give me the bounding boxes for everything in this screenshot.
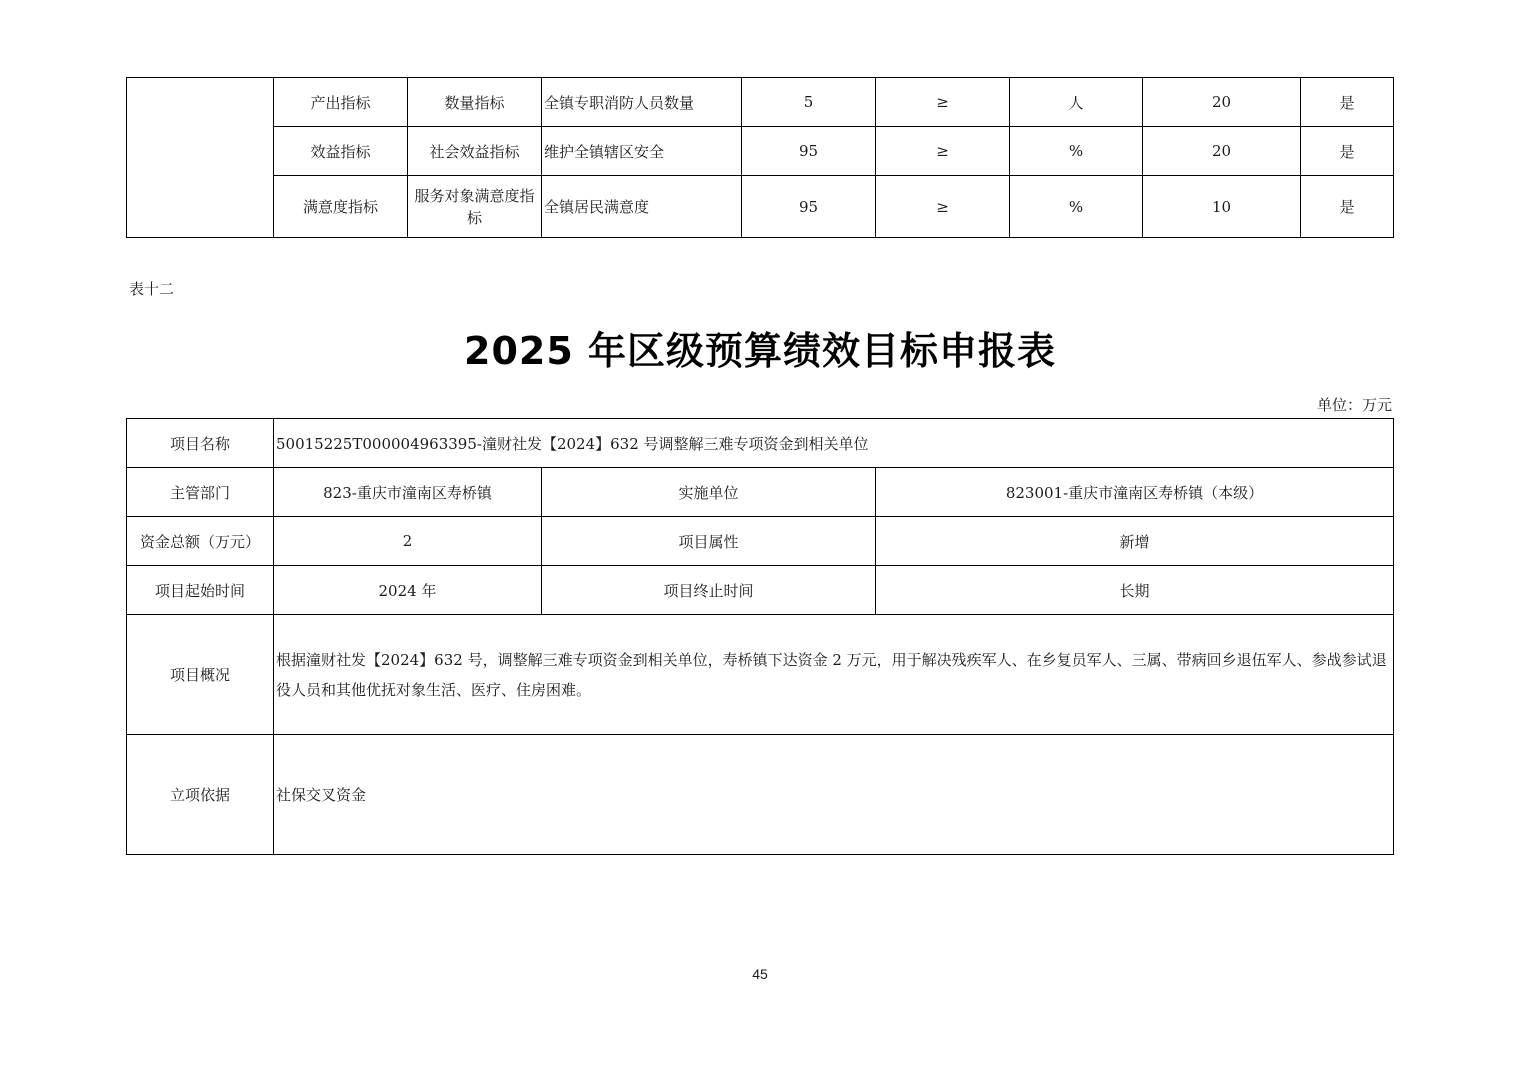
level2-indicator: 社会效益指标	[408, 127, 542, 176]
project-attr-label: 项目属性	[542, 517, 876, 566]
table-row	[127, 615, 1394, 735]
indicator-name: 维护全镇辖区安全	[542, 127, 742, 176]
indicator-unit: 人	[1010, 78, 1143, 127]
table-label: 表十二	[129, 280, 175, 298]
indicator-operator: ≥	[876, 176, 1010, 238]
page-title: 2025 年区级预算绩效目标申报表	[464, 329, 1056, 373]
table-row	[127, 566, 1394, 615]
table-row	[127, 468, 1394, 517]
table-row	[127, 176, 1394, 238]
indicator-name: 全镇专职消防人员数量	[542, 78, 742, 127]
impl-unit-label: 实施单位	[542, 468, 876, 517]
indicator-table-continuation	[126, 77, 1394, 238]
impl-unit-value: 823001-重庆市潼南区寿桥镇（本级）	[876, 468, 1394, 517]
project-info-table	[126, 418, 1394, 855]
basis-label: 立项依据	[127, 735, 274, 855]
indicator-value: 95	[742, 127, 876, 176]
funds-label: 资金总额（万元）	[127, 517, 274, 566]
funds-value: 2	[274, 517, 542, 566]
table-row	[127, 127, 1394, 176]
indicator-weight: 20	[1143, 78, 1301, 127]
indicator-value: 95	[742, 176, 876, 238]
start-time-value: 2024 年	[274, 566, 542, 615]
level2-indicator: 数量指标	[408, 78, 542, 127]
level1-indicator: 满意度指标	[274, 176, 408, 238]
dept-value: 823-重庆市潼南区寿桥镇	[274, 468, 542, 517]
table-row	[127, 517, 1394, 566]
indicator-name: 全镇居民满意度	[542, 176, 742, 238]
project-attr-value: 新增	[876, 517, 1394, 566]
overview-value: 根据潼财社发【2024】632 号，调整解三难专项资金到相关单位，寿桥镇下达资金 2 万元，用于解决残疾军人、在乡复员军人、三属、带病回乡退伍军人、参战参试退役人员和其他优抚对象生活、医疗、住房困难。	[274, 615, 1394, 735]
table-row	[127, 735, 1394, 855]
indicator-weight: 10	[1143, 176, 1301, 238]
indicator-value: 5	[742, 78, 876, 127]
blank-merged-cell	[127, 78, 274, 238]
level1-indicator: 效益指标	[274, 127, 408, 176]
overview-label: 项目概况	[127, 615, 274, 735]
indicator-unit: %	[1010, 127, 1143, 176]
level2-indicator: 服务对象满意度指标	[408, 176, 542, 238]
indicator-core: 是	[1301, 127, 1394, 176]
end-time-value: 长期	[876, 566, 1394, 615]
indicator-weight: 20	[1143, 127, 1301, 176]
page-number: 45	[752, 966, 768, 982]
indicator-unit: %	[1010, 176, 1143, 238]
basis-value: 社保交叉资金	[274, 735, 1394, 855]
end-time-label: 项目终止时间	[542, 566, 876, 615]
indicator-operator: ≥	[876, 127, 1010, 176]
project-name-value: 50015225T000004963395-潼财社发【2024】632 号调整解三难专项资金到相关单位	[274, 419, 1394, 468]
indicator-operator: ≥	[876, 78, 1010, 127]
table-row	[127, 419, 1394, 468]
project-name-label: 项目名称	[127, 419, 274, 468]
level1-indicator: 产出指标	[274, 78, 408, 127]
indicator-core: 是	[1301, 78, 1394, 127]
start-time-label: 项目起始时间	[127, 566, 274, 615]
table-row	[127, 78, 1394, 127]
dept-label: 主管部门	[127, 468, 274, 517]
indicator-core: 是	[1301, 176, 1394, 238]
unit-label: 单位：万元	[1316, 396, 1392, 414]
